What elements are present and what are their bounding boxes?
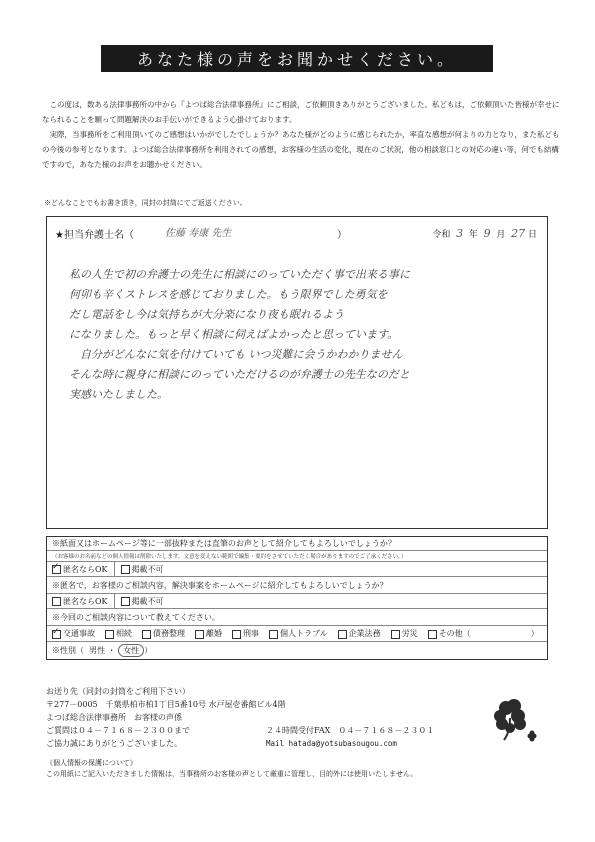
- date-day-unit: 日: [527, 230, 537, 240]
- q3-options: [47, 626, 547, 642]
- send-address: 〒277－0005 千葉県柏市柏1丁目5番10号 水戸屋壱番館ビル4階: [46, 700, 286, 709]
- checkbox-icon[interactable]: [52, 597, 61, 606]
- handwritten-line: だし電話をし今は気持ちが大分楽になり夜も眠れるよう: [69, 308, 344, 321]
- q2-options: [47, 594, 547, 609]
- option-workers-comp[interactable]: 労災: [391, 628, 418, 639]
- q3-question: ※今回のご相談内容について教えてください。: [47, 609, 547, 626]
- handwritten-feedback: [69, 265, 539, 405]
- privacy-title: 《個人情報の保護について》: [46, 759, 137, 767]
- feedback-box: [46, 216, 548, 529]
- q1-question: ※紙面又はホームページ等に一部抜粋または直筆のお声として紹介してもよろしいでしょうか？: [47, 537, 547, 551]
- checkbox-icon[interactable]: [121, 597, 130, 606]
- send-title: お送り先（同封の封筒をご利用下さい）: [46, 687, 190, 696]
- checkbox-icon[interactable]: [428, 630, 437, 639]
- handwritten-line: になりました。もっと早く相談に伺えばよかったと思っています。: [69, 328, 399, 341]
- checkbox-icon[interactable]: [232, 630, 241, 639]
- checkbox-icon[interactable]: [121, 565, 130, 574]
- page-banner-title: あなた様の声をお聞かせください。: [101, 45, 493, 72]
- send-thanks: ご協力誠にありがとうございました。: [46, 739, 182, 748]
- option-divorce[interactable]: 離婚: [195, 628, 222, 639]
- q2-option-no-publish[interactable]: 掲載不可: [121, 596, 164, 607]
- checkbox-checked-icon[interactable]: [52, 630, 61, 639]
- date-year-unit: 年: [468, 230, 478, 240]
- q1-options: [47, 562, 547, 577]
- divider: [114, 562, 115, 576]
- q1-option-anonymous[interactable]: ✓匿名ならOK: [52, 564, 108, 575]
- intro-paragraph: 実際，当事務所をご利用頂いてのご感想はいかがでしたでしょうか？あなた様がどのように感じられたか，率直な感想が何よりの力となり，また私どもの今後の参考となります。よつば総合法律事務所を利用されての感想，お客様の生活の変化，現在のご状況，他の相談窓口との対応の違い等，何でも結構ですので，あなた様のお声をお聴かせください。: [42, 130, 560, 169]
- option-criminal[interactable]: 刑事: [232, 628, 259, 639]
- gender-female-selected[interactable]: 女性: [118, 644, 144, 657]
- privacy-text: この用紙にご記入いただきました情報は，当事務所のお客様の声として厳重に管理し，目的外には使用いたしません。: [46, 770, 418, 778]
- option-corporate[interactable]: 企業法務: [338, 628, 381, 639]
- option-debt[interactable]: 債務整理: [142, 628, 185, 639]
- date-year: 3: [456, 227, 464, 240]
- handwritten-line: 何卯も辛くストレスを感じておりました。もう限界でした勇気を: [69, 288, 388, 301]
- handwritten-line: 私の人生で初の弁護士の先生に相談にのっていただく事で出来る事に: [69, 268, 410, 281]
- date-era: 令和: [432, 230, 451, 240]
- option-traffic-accident[interactable]: ✓交通事故: [52, 628, 95, 639]
- intro-paragraph: この度は，数ある法律事務所の中から『よつば総合法律事務所』にご相談，ご依頼頂きありがとうございました。私どもは，ご依頼頂いた皆様が幸せになられることを願って問題解決のお手伝いができるよう心掛けております。: [42, 100, 560, 124]
- handwritten-line: 実感いたしました。: [69, 388, 168, 401]
- lawyer-name-handwritten: 佐藤 寿康 先生: [165, 228, 232, 239]
- option-inheritance[interactable]: 相続: [105, 628, 132, 639]
- checkbox-icon[interactable]: [105, 630, 114, 639]
- send-mail: Mail hatada@yotsubasougou.com: [266, 739, 397, 748]
- q1-option-no-publish[interactable]: 掲載不可: [121, 564, 164, 575]
- checkbox-checked-icon[interactable]: [52, 565, 61, 574]
- checkbox-icon[interactable]: [338, 630, 347, 639]
- q2-question: ※匿名で，お客様のご相談内容，解決事案をホームページに紹介してもよろしいでしょうか？: [47, 577, 547, 594]
- send-org: よつば総合法律事務所 お客様の声係: [46, 713, 182, 722]
- return-note: ※どんなことでもお書き頂き，同封の封筒にてご返送ください。: [44, 199, 247, 207]
- date-month: 9: [483, 227, 491, 240]
- option-personal-trouble[interactable]: 個人トラブル: [269, 628, 328, 639]
- mailing-info: [46, 685, 476, 750]
- option-other[interactable]: その他（ ）: [428, 628, 539, 639]
- questionnaire: [46, 536, 548, 660]
- send-tel: ご質問は０４－７１６８－２３００まで: [46, 726, 190, 735]
- send-fax: ２４時間受付FAX ０４－７１６８－２３０１: [266, 726, 435, 735]
- q1-note: （お客様のお名前などの個人情報は削除いたします。文意を変えない範囲で編集・要約をさせていただく場合がありますのでご了承ください。）: [47, 551, 547, 562]
- checkbox-icon[interactable]: [142, 630, 151, 639]
- date-month-unit: 月: [496, 230, 506, 240]
- clover-logo-icon: [488, 694, 538, 744]
- divider: [114, 594, 115, 608]
- date-field: [432, 227, 537, 240]
- lawyer-paren-close: ）: [337, 230, 347, 241]
- privacy-notice: [46, 758, 417, 780]
- gender-row: ※性別（ 男性 ・ 女性 ）: [52, 646, 153, 655]
- lawyer-label: ★担当弁護士名（: [55, 230, 134, 241]
- date-day: 27: [511, 227, 526, 240]
- checkbox-icon[interactable]: [269, 630, 278, 639]
- checkbox-icon[interactable]: [195, 630, 204, 639]
- intro-text: [42, 97, 562, 172]
- handwritten-line: そんな時に親身に相談にのっていただけるのが弁護士の先生なのだと: [69, 368, 410, 381]
- handwritten-line: 自分がどんなに気を付けていても いつ災難に会うかわかりません: [69, 348, 403, 361]
- gender-male[interactable]: 男性: [89, 646, 106, 655]
- q2-option-anonymous[interactable]: 匿名ならOK: [52, 596, 108, 607]
- checkbox-icon[interactable]: [391, 630, 400, 639]
